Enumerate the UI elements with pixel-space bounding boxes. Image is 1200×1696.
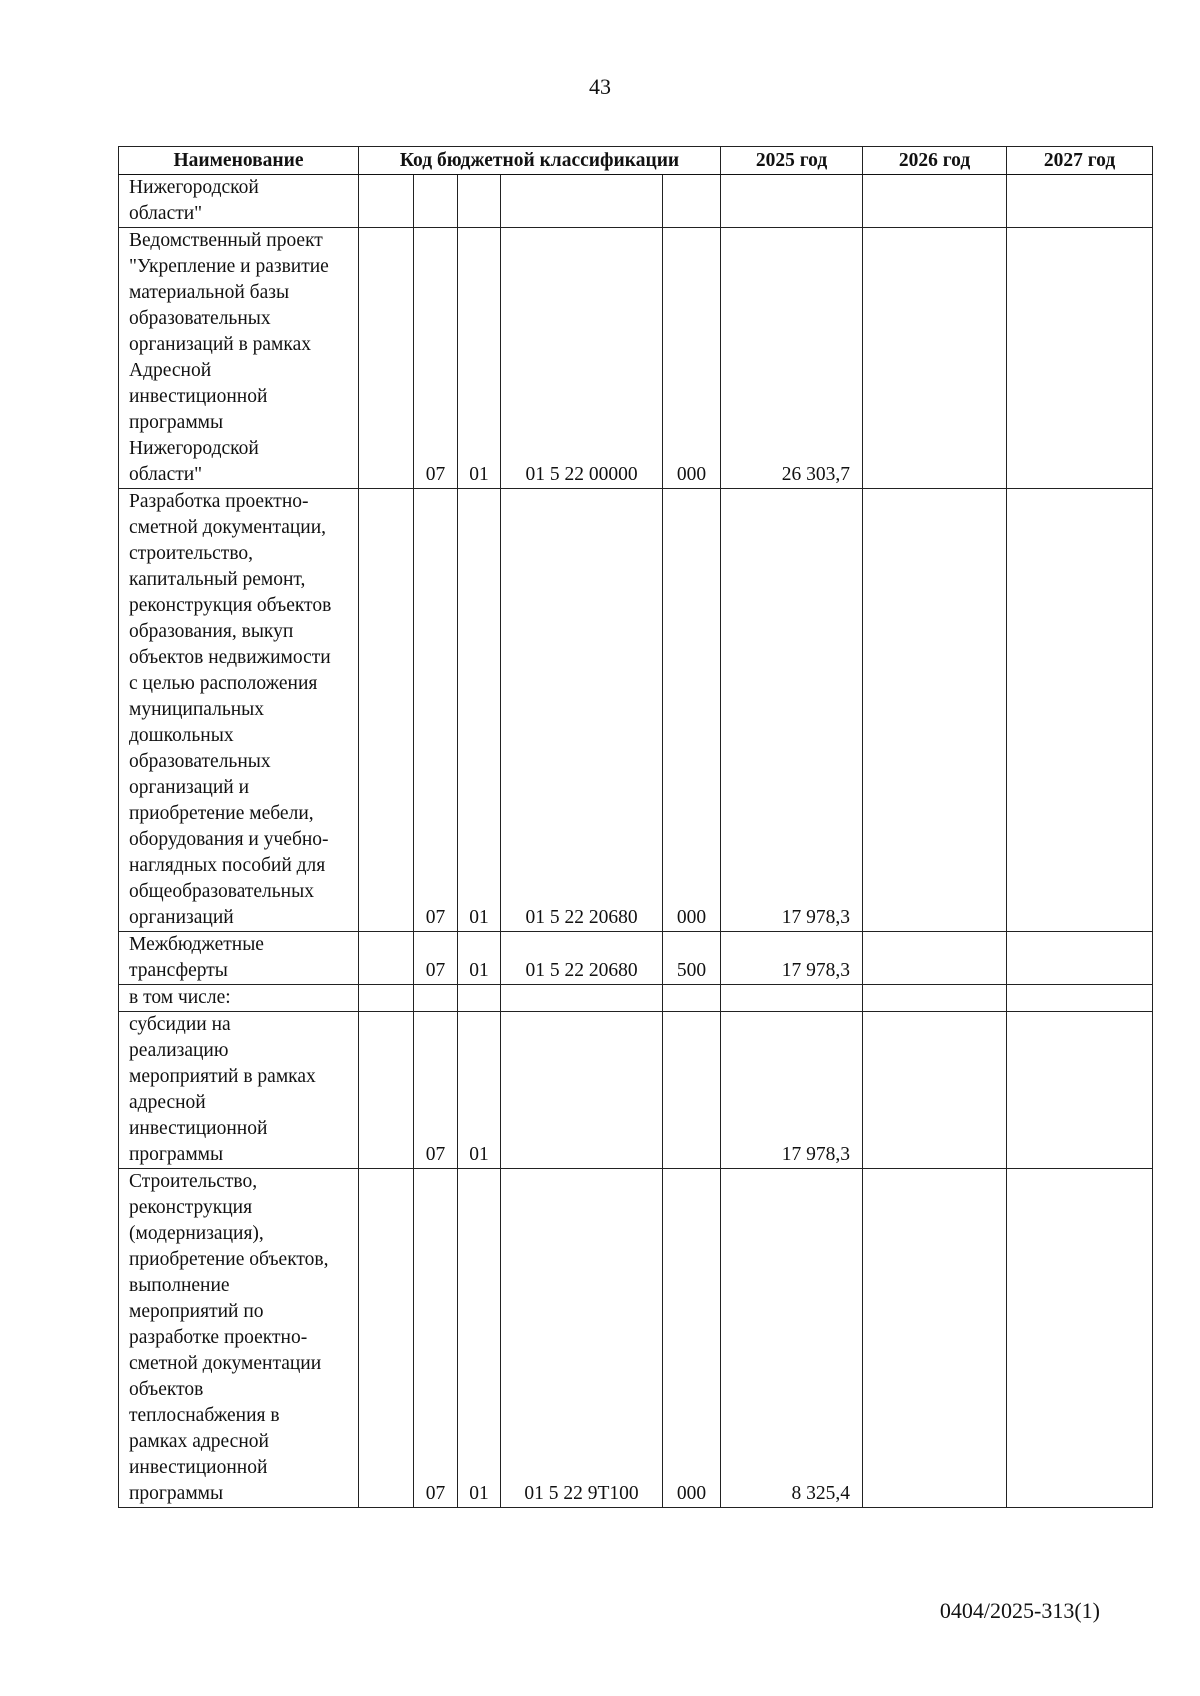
table-row — [119, 489, 1153, 932]
code-cell-admin — [359, 1012, 414, 1169]
row-name: Нижегородской области" — [119, 175, 359, 228]
table-row — [119, 985, 1153, 1012]
code-cell-subsection: 01 — [458, 228, 501, 489]
code-cell-subsection: 01 — [458, 489, 501, 932]
row-name: Межбюджетные трансферты — [119, 932, 359, 985]
code-cell-section: 07 — [414, 489, 458, 932]
code-cell-subsection: 01 — [458, 1169, 501, 1508]
code-cell-subsection: 01 — [458, 932, 501, 985]
header-2025: 2025 год — [721, 147, 863, 175]
amount-2025 — [721, 985, 863, 1012]
amount-2025: 17 978,3 — [721, 932, 863, 985]
code-cell-admin — [359, 175, 414, 228]
table-row — [119, 228, 1153, 489]
code-cell-target-article: 01 5 22 9Т100 — [501, 1169, 663, 1508]
table-header-row — [119, 147, 1153, 175]
amount-2025 — [721, 175, 863, 228]
code-cell-target-article — [501, 175, 663, 228]
amount-2026 — [863, 985, 1007, 1012]
amount-2025: 17 978,3 — [721, 489, 863, 932]
code-cell-expense-type: 000 — [663, 489, 721, 932]
amount-2025: 26 303,7 — [721, 228, 863, 489]
amount-2027 — [1007, 932, 1153, 985]
code-cell-admin — [359, 1169, 414, 1508]
code-cell-subsection — [458, 175, 501, 228]
table-row — [119, 932, 1153, 985]
amount-2026 — [863, 489, 1007, 932]
page-number: 43 — [589, 74, 611, 99]
table-row — [119, 1169, 1153, 1508]
amount-2025: 8 325,4 — [721, 1169, 863, 1508]
row-name: Строительство, реконструкция (модернизация), приобретение объектов, выполнение мероприятий по разработке проектно- сметной документации объектов теплоснабжения в рамках адресной инвестиционной программы — [119, 1169, 359, 1508]
code-cell-section: 07 — [414, 1169, 458, 1508]
amount-2027 — [1007, 228, 1153, 489]
row-name: Разработка проектно- сметной документации, строительство, капитальный ремонт, реконструкция объектов образования, выкуп объектов недвижимости с целью расположения муниципальных дошкольных образовательных организаций и приобретение мебели, оборудования и учебно- наглядных пособий для общеобразовательных организаций — [119, 489, 359, 932]
amount-2027 — [1007, 175, 1153, 228]
amount-2026 — [863, 1012, 1007, 1169]
document-code: 0404/2025-313(1) — [939, 1598, 1100, 1623]
code-cell-expense-type: 500 — [663, 932, 721, 985]
code-cell-section: 07 — [414, 228, 458, 489]
budget-table — [118, 146, 1153, 1508]
code-cell-admin — [359, 228, 414, 489]
code-cell-subsection: 01 — [458, 1012, 501, 1169]
code-cell-admin — [359, 489, 414, 932]
code-cell-expense-type: 000 — [663, 1169, 721, 1508]
code-cell-target-article — [501, 1012, 663, 1169]
header-name: Наименование — [119, 147, 359, 175]
header-2027: 2027 год — [1007, 147, 1153, 175]
code-cell-expense-type — [663, 175, 721, 228]
table-row — [119, 1012, 1153, 1169]
amount-2025: 17 978,3 — [721, 1012, 863, 1169]
code-cell-admin — [359, 932, 414, 985]
code-cell-admin — [359, 985, 414, 1012]
code-cell-section: 07 — [414, 932, 458, 985]
code-cell-section: 07 — [414, 1012, 458, 1169]
amount-2027 — [1007, 985, 1153, 1012]
code-cell-subsection — [458, 985, 501, 1012]
code-cell-target-article: 01 5 22 00000 — [501, 228, 663, 489]
code-cell-section — [414, 175, 458, 228]
amount-2026 — [863, 932, 1007, 985]
amount-2027 — [1007, 1169, 1153, 1508]
header-2026: 2026 год — [863, 147, 1007, 175]
code-cell-expense-type — [663, 1012, 721, 1169]
row-name: субсидии на реализацию мероприятий в рамках адресной инвестиционной программы — [119, 1012, 359, 1169]
amount-2026 — [863, 175, 1007, 228]
table-row — [119, 175, 1153, 228]
amount-2027 — [1007, 1012, 1153, 1169]
code-cell-target-article: 01 5 22 20680 — [501, 489, 663, 932]
code-cell-target-article: 01 5 22 20680 — [501, 932, 663, 985]
amount-2026 — [863, 1169, 1007, 1508]
amount-2027 — [1007, 489, 1153, 932]
code-cell-expense-type — [663, 985, 721, 1012]
code-cell-expense-type: 000 — [663, 228, 721, 489]
row-name: Ведомственный проект "Укрепление и развитие материальной базы образовательных организаций в рамках Адресной инвестиционной программы Нижегородской области" — [119, 228, 359, 489]
row-name: в том числе: — [119, 985, 359, 1012]
code-cell-target-article — [501, 985, 663, 1012]
header-budget-code: Код бюджетной классификации — [359, 147, 721, 175]
amount-2026 — [863, 228, 1007, 489]
code-cell-section — [414, 985, 458, 1012]
